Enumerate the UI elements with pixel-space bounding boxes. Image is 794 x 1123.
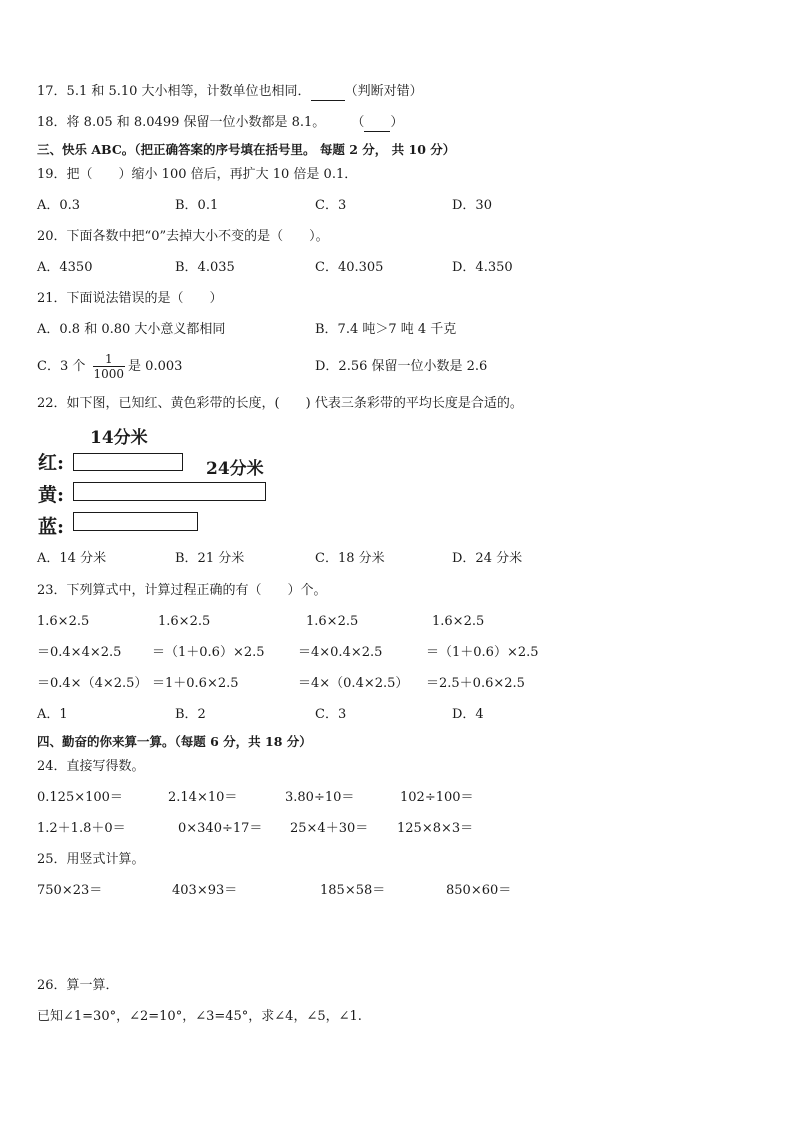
red-ribbon-bar [73,453,183,471]
q23-option-b[interactable]: B．2 [175,707,206,722]
vertical-calc-item[interactable]: 750×23＝ [37,883,103,898]
question-23-stem: 23．下列算式中，计算过程正确的有（ ）个。 [37,583,327,598]
fraction-denominator: 1000 [93,367,125,381]
q19-option-d[interactable]: D．30 [452,198,492,213]
question-18 [37,115,403,132]
q19-option-b[interactable]: B．0.1 [175,198,219,213]
q20-option-b[interactable]: B．4.035 [175,260,235,275]
vertical-calc-item[interactable]: 185×58＝ [320,883,386,898]
question-17 [37,84,423,101]
vertical-calc-item[interactable]: 850×60＝ [446,883,512,898]
question-22-stem: 22．如下图，已知红、黄色彩带的长度，( ) 代表三条彩带的平均长度是合适的。 [37,396,523,411]
red-label: 红: [38,452,65,474]
q22-option-c[interactable]: C．18 分米 [315,551,385,566]
question-26-text: 已知∠1=30°，∠2=10°，∠3=45°，求∠4，∠5，∠1. [37,1009,362,1024]
q18-text: 18．将 8.05 和 8.0499 保留一位小数都是 8.1。 [37,115,326,130]
q23-option-c[interactable]: C．3 [315,707,347,722]
question-24-stem: 24．直接写得数。 [37,759,145,774]
calc-line: 1.6×2.5 [306,614,359,629]
yellow-ribbon-length: 24分米 [206,459,264,479]
question-25-stem: 25．用竖式计算。 [37,852,145,867]
question-19-stem: 19．把（ ）缩小 100 倍后，再扩大 10 倍是 0.1． [37,167,358,182]
q18-answer-blank[interactable] [364,115,390,132]
q21-option-c-suffix: 是 0.003 [128,359,183,374]
mental-calc-item[interactable]: 3.80÷10＝ [285,790,355,805]
calc-line: ＝4×（0.4×2.5） [298,676,409,691]
q22-option-a[interactable]: A．14 分米 [37,551,107,566]
q21-option-b[interactable]: B．7.4 吨＞7 吨 4 千克 [315,322,457,337]
fraction [93,352,126,381]
q20-option-a[interactable]: A．4350 [37,260,93,275]
calc-line: ＝0.4×4×2.5 [37,645,122,660]
calc-line: ＝（1＋0.6）×2.5 [152,645,265,660]
mental-calc-item[interactable]: 102÷100＝ [400,790,474,805]
yellow-label: 黄: [38,484,65,506]
q23-option-d[interactable]: D．4 [452,707,484,722]
question-21-stem: 21．下面说法错误的是（ ） [37,291,223,306]
calc-line: ＝1＋0.6×2.5 [152,676,239,691]
question-20-stem: 20．下面各数中把“0”去掉大小不变的是（ ）。 [37,229,329,244]
q22-option-d[interactable]: D．24 分米 [452,551,523,566]
q21-option-a[interactable]: A．0.8 和 0.80 大小意义都相同 [37,322,226,337]
blue-ribbon-bar [73,512,198,531]
q19-option-c[interactable]: C．3 [315,198,347,213]
red-ribbon-length: 14分米 [90,428,148,448]
q21-option-c[interactable] [37,352,182,382]
calc-line: 1.6×2.5 [37,614,90,629]
vertical-calc-item[interactable]: 403×93＝ [172,883,238,898]
q17-text: 17．5.1 和 5.10 大小相等，计数单位也相同． [37,84,311,99]
calc-line: ＝（1＋0.6）×2.5 [426,645,539,660]
blue-label: 蓝: [38,516,65,538]
calc-line: ＝2.5＋0.6×2.5 [426,676,525,691]
section-3-title: 三、快乐 ABC。（把正确答案的序号填在括号里。 每题 2 分， 共 10 分） [37,142,456,157]
calc-line: 1.6×2.5 [158,614,211,629]
fraction-numerator: 1 [104,352,113,366]
mental-calc-item[interactable]: 2.14×10＝ [168,790,238,805]
question-26-stem: 26．算一算． [37,978,119,993]
calc-line: ＝4×0.4×2.5 [298,645,383,660]
q18-paren-close: ） [390,115,404,130]
q17-answer-blank[interactable] [311,84,345,101]
q22-option-b[interactable]: B．21 分米 [175,551,245,566]
mental-calc-item[interactable]: 0.125×100＝ [37,790,123,805]
q19-option-a[interactable]: A．0.3 [37,198,81,213]
q23-option-a[interactable]: A．1 [37,707,68,722]
q21-option-c-prefix: C．3 个 [37,359,86,374]
mental-calc-item[interactable]: 0×340÷17＝ [178,821,263,836]
q20-option-d[interactable]: D．4.350 [452,260,513,275]
mental-calc-item[interactable]: 25×4＋30＝ [290,821,369,836]
yellow-ribbon-bar [73,482,266,501]
calc-line: ＝0.4×（4×2.5） [37,676,148,691]
q17-suffix: （判断对错） [344,84,423,99]
mental-calc-item[interactable]: 1.2＋1.8＋0＝ [37,821,126,836]
mental-calc-item[interactable]: 125×8×3＝ [397,821,474,836]
q20-option-c[interactable]: C．40.305 [315,260,384,275]
calc-line: 1.6×2.5 [432,614,485,629]
section-4-title: 四、勤奋的你来算一算。（每题 6 分，共 18 分） [37,734,312,749]
q21-option-d[interactable]: D．2.56 保留一位小数是 2.6 [315,359,488,374]
q18-paren-open: （ [351,115,365,130]
